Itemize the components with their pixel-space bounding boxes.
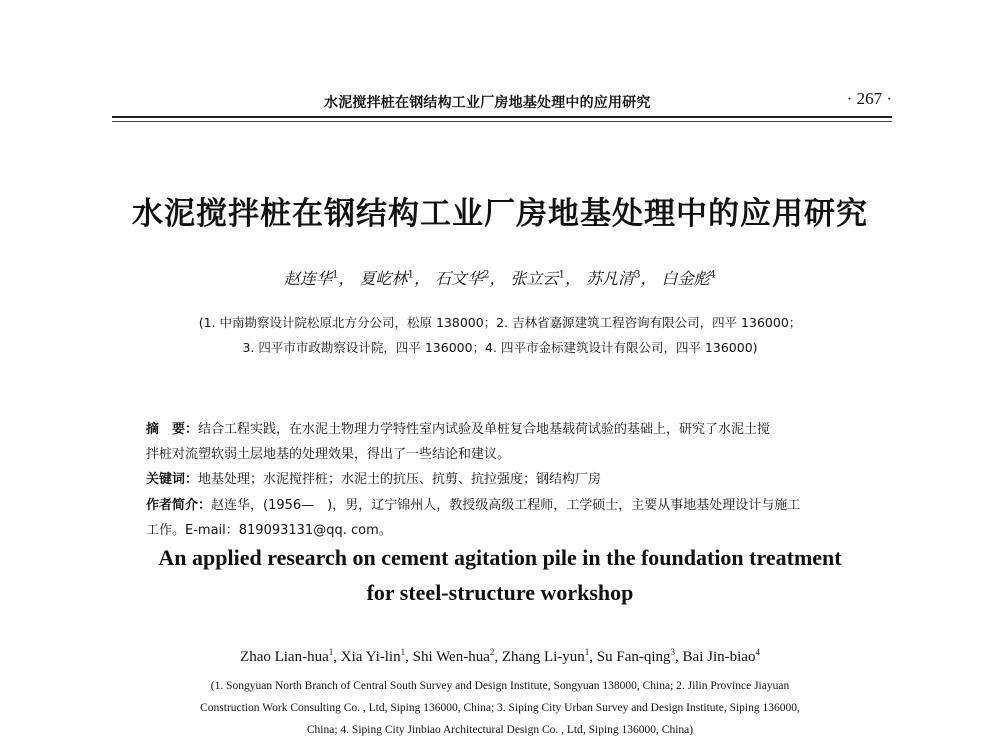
keywords-label: 关键词：: [146, 472, 199, 487]
chinese-authors: [0, 266, 1000, 289]
english-authors: [0, 647, 1000, 666]
english-title-line: An applied research on cement agitation pile in the foundation treatment: [158, 545, 842, 570]
author-separator: ,: [589, 649, 597, 665]
author-bio-label: 作者简介：: [146, 498, 212, 513]
author-affiliation-mark: 1: [400, 647, 406, 657]
author-affiliation-mark: 3: [670, 647, 676, 657]
author-affiliation-mark: 1: [328, 647, 334, 657]
header-rule-thin: [112, 121, 892, 122]
abstract: [146, 418, 866, 437]
author-separator: ,: [675, 649, 683, 665]
abstract-text: 结合工程实践，在水泥土物理力学特性室内试验及单桩复合地基载荷试验的基础上，研究了水泥土搅: [198, 422, 771, 437]
author-separator: ,: [333, 649, 341, 665]
english-affiliations-line: (1. Songyuan North Branch of Central South Survey and Design Institute, Songyuan 138000, China; 2. Jilin Province Jiayuan: [210, 680, 790, 692]
keywords: [146, 468, 866, 487]
author-affiliation-mark: 3: [634, 269, 641, 281]
running-title: 水泥搅拌桩在钢结构工业厂房地基处理中的应用研究: [324, 95, 651, 111]
author-affiliation-mark: 1: [407, 269, 414, 281]
author-affiliation-mark: 1: [584, 647, 590, 657]
author-name: 石文华: [435, 269, 484, 288]
author-affiliation-mark: 1: [332, 269, 339, 281]
author-separator: ，: [489, 269, 506, 288]
chinese-affiliations-line: 3. 四平市市政勘察设计院，四平 136000；4. 四平市金标建筑设计有限公司，四平 136000): [242, 340, 758, 355]
author-separator: ,: [405, 649, 413, 665]
author-separator: ，: [413, 269, 430, 288]
abstract-continued: [146, 443, 866, 462]
english-affiliations-line: China; 4. Siping City Jinbiao Architectural Design Co. , Ltd, Siping 136000, China): [306, 724, 694, 736]
header-rule-thick: [112, 116, 892, 118]
running-header: [112, 88, 892, 114]
author-name: Su Fan-qing: [596, 649, 671, 665]
author-affiliation-mark: 2: [483, 269, 490, 281]
author-bio: [146, 494, 866, 513]
author-separator: ，: [338, 269, 355, 288]
page-number: · 267 ·: [846, 89, 892, 108]
english-affiliations-line: Construction Work Consulting Co. , Ltd, Siping 136000, China; 3. Siping City Urban Survey and Design Institute, Siping 136000,: [200, 702, 800, 714]
author-affiliation-mark: 2: [489, 647, 495, 657]
author-separator: ，: [640, 269, 657, 288]
author-name: Bai Jin-biao: [682, 649, 756, 665]
abstract-text: 拌桩对流塑软弱土层地基的处理效果，得出了一些结论和建议。: [146, 447, 511, 462]
author-name: Zhao Lian-hua: [240, 649, 329, 665]
english-title-line: for steel-structure workshop: [366, 580, 634, 605]
keywords-text: 地基处理；水泥搅拌桩；水泥土的抗压、抗剪、抗拉强度；钢结构厂房: [198, 472, 602, 487]
author-name: Xia Yi-lin: [340, 649, 401, 665]
author-name: Zhang Li-yun: [501, 649, 585, 665]
author-affiliation-mark: 4: [755, 647, 760, 657]
chinese-affiliations-line: (1. 中南勘察设计院松原北方分公司，松原 138000；2. 吉林省嘉源建筑工程咨询有限公司，四平 136000；: [198, 315, 802, 330]
chinese-title: 水泥搅拌桩在钢结构工业厂房地基处理中的应用研究: [132, 196, 868, 232]
author-bio-text: 赵连华，(1956— )，男，辽宁锦州人，教授级高级工程师，工学硕士，主要从事地基处理设计与施工: [211, 498, 801, 513]
author-affiliation-mark: 1: [558, 269, 565, 281]
author-name: Shi Wen-hua: [412, 649, 490, 665]
author-name: 夏屹林: [359, 269, 408, 288]
author-bio-continued: [146, 519, 866, 538]
author-affiliation-mark: 4: [709, 269, 716, 281]
author-separator: ，: [564, 269, 581, 288]
author-name: 苏凡清: [586, 269, 635, 288]
author-name: 白金彪: [661, 269, 710, 288]
author-name: 赵连华: [284, 269, 333, 288]
author-name: 张立云: [510, 269, 559, 288]
author-bio-text: 工作。E-mail：819093131@qq. com。: [146, 523, 392, 538]
abstract-label: 摘 要：: [146, 422, 199, 437]
author-separator: ,: [494, 649, 502, 665]
